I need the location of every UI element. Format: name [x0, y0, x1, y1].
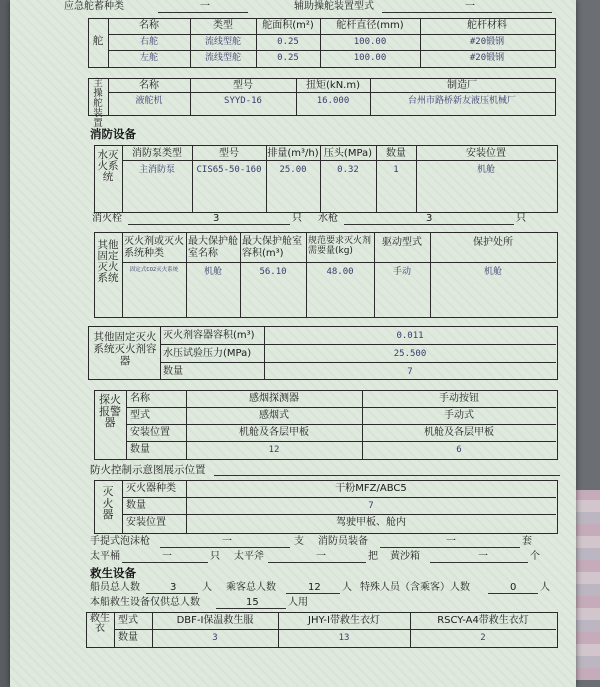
table-cell: 手动式 [444, 410, 474, 421]
special-persons-label: 特殊人员（含乘客）人数 [360, 582, 470, 593]
foam-gun-value: 一 [222, 536, 232, 547]
table-cell: JHY-I带救生衣灯 [308, 615, 380, 626]
extinguisher-value-qty: 7 [368, 501, 374, 511]
table-cell: DBF-I保温救生服 [176, 615, 254, 626]
table-cell: 48.00 [326, 267, 354, 277]
water-header-head: 压头(MPa) [323, 148, 373, 159]
table-cell: 液舵机 [135, 96, 163, 106]
aux-steering-label: 辅助操舵装置型式 [294, 1, 374, 12]
water-header-location: 安装位置 [466, 148, 506, 159]
sand-box-label: 黄沙箱 [390, 551, 420, 562]
steering-header-name: 名称 [139, 80, 159, 91]
fire-bucket-value: 一 [162, 551, 172, 562]
capacity-label: 本船救生设备仅供总人数 [90, 597, 200, 608]
lifejacket-side-label: 救生衣 [90, 613, 110, 634]
table-cell: 12 [268, 445, 280, 455]
table-cell: 13 [338, 633, 350, 643]
fire-axe-value: 一 [316, 551, 326, 562]
nozzle-unit: 只 [516, 213, 526, 224]
emergency-rudder-label: 应急舵蓄种类 [64, 1, 124, 12]
detector-row-label: 型式 [130, 410, 150, 421]
nozzle-label: 水枪 [318, 213, 338, 224]
extinguisher-label-location: 安装位置 [126, 517, 166, 528]
water-header-qty: 数量 [386, 148, 406, 159]
emergency-rudder-value: 一 [200, 1, 210, 12]
container-value-qty: 7 [407, 367, 413, 377]
table-cell: 100.00 [353, 37, 387, 47]
special-persons-value: 0 [510, 582, 517, 593]
fixed-header-required: 规范要求灭火剂需要量(kg) [308, 236, 372, 257]
table-cell: 0.25 [277, 53, 299, 63]
fire-section-title: 消防设备 [90, 127, 136, 141]
table-cell: 右舵 [139, 37, 158, 47]
rudder-header-type: 类型 [213, 20, 233, 31]
capacity-value: 15 [246, 597, 259, 608]
water-header-flow: 排量(m³/h) [267, 148, 319, 159]
water-header-model: 型号 [219, 148, 239, 159]
capacity-unit: 人用 [288, 597, 308, 608]
table-cell: 台州市路桥新友液压机械厂 [407, 96, 516, 106]
fixed-header-protected: 保护处所 [473, 237, 513, 248]
fireman-outfit-label: 消防员装备 [318, 536, 368, 547]
fire-bucket-label: 太平桶 [90, 551, 120, 562]
aux-steering-value: 一 [465, 1, 475, 12]
container-label-pressure: 水压试验压力(MPa) [163, 348, 252, 359]
water-fire-side-label: 水灭火系统 [97, 149, 119, 184]
container-value-pressure: 25.500 [393, 349, 427, 359]
table-cell: 3 [212, 633, 218, 643]
table-cell: 100.00 [353, 53, 387, 63]
fixed-fire-side-label: 其他固定灭火系统 [97, 239, 119, 285]
table-cell: 0.32 [337, 165, 359, 175]
rudder-header-name: 名称 [139, 20, 159, 31]
extinguisher-side-label: 灭火器 [102, 485, 114, 522]
table-cell: 流线型舵 [204, 53, 241, 63]
container-label-volume: 灭火剂容器容积(m³) [163, 330, 255, 341]
detector-header-manual: 手动按钮 [439, 393, 479, 404]
fixed-header-agent: 灭火剂或灭火系统种类 [124, 236, 184, 259]
crew-total-value: 3 [170, 582, 177, 593]
table-cell: 固定式CO2灭火系统 [129, 267, 179, 273]
sand-box-unit: 个 [530, 551, 540, 562]
steering-header-model: 型号 [233, 80, 253, 91]
table-cell: 6 [456, 445, 462, 455]
foam-gun-unit: 支 [294, 536, 304, 547]
rudder-header-material: 舵杆材料 [467, 20, 507, 31]
lifejacket-row-label: 型式 [118, 615, 138, 626]
table-cell: 2 [480, 633, 486, 643]
table-cell: 机舱 [203, 267, 222, 277]
nozzle-value: 3 [426, 213, 433, 224]
table-cell: 左舵 [139, 53, 158, 63]
table-cell: 主消防泵 [138, 165, 175, 175]
table-cell: 感烟式 [259, 410, 289, 421]
fireman-outfit-unit: 套 [522, 536, 532, 547]
table-cell: 机舱 [476, 165, 495, 175]
detector-row-label: 数量 [130, 444, 150, 455]
rudder-side-label: 舵 [92, 35, 104, 47]
special-persons-unit: 人 [540, 582, 550, 593]
fireman-outfit-value: 一 [446, 536, 456, 547]
table-cell: 机舱 [483, 267, 502, 277]
container-side-label: 其他固定灭火系统灭火剂容器 [93, 331, 157, 368]
table-cell: SYYD-16 [224, 96, 262, 106]
fire-bucket-unit: 只 [210, 551, 220, 562]
lifejacket-row-label: 数量 [118, 632, 138, 643]
table-cell: RSCY-A4带救生衣灯 [437, 615, 529, 626]
extinguisher-value-type: 干粉MFZ/ABC5 [335, 483, 407, 494]
passenger-total-value: 12 [308, 582, 321, 593]
container-label-qty: 数量 [163, 366, 183, 377]
passenger-total-label: 乘客总人数 [226, 582, 276, 593]
passenger-total-unit: 人 [342, 582, 352, 593]
table-cell: 机舱及各层甲板 [424, 427, 494, 438]
extinguisher-label-type: 灭火器种类 [126, 483, 176, 494]
lifesaving-section-title: 救生设备 [90, 566, 136, 580]
foam-gun-label: 手提式泡沫枪 [90, 536, 150, 547]
table-cell: 手动 [392, 267, 411, 277]
fire-axe-label: 太平斧 [234, 551, 264, 562]
rudder-header-area: 舵面积(m²) [262, 20, 314, 31]
certificate-page [10, 0, 576, 687]
detector-header-name: 名称 [130, 393, 150, 404]
container-value-volume: 0.011 [396, 331, 424, 341]
detector-header-smoke: 感烟探测器 [249, 393, 299, 404]
table-cell: 0.25 [277, 37, 299, 47]
fixed-header-space: 最大保护舱室名称 [188, 236, 238, 259]
crew-total-label: 船员总人数 [90, 582, 140, 593]
fixed-header-volume: 最大保护舱室容积(m³) [242, 236, 302, 259]
steering-header-torque: 扭矩(kN.m) [306, 80, 360, 91]
table-cell: #20锻钢 [469, 37, 505, 47]
table-cell: 机舱及各层甲板 [239, 427, 309, 438]
water-header-pump: 消防泵类型 [132, 148, 182, 159]
table-cell: 56.10 [259, 267, 287, 277]
steering-side-label: 主操舵装置 [93, 78, 103, 129]
hydrant-label: 消火栓 [92, 213, 122, 224]
fire-axe-unit: 把 [368, 551, 378, 562]
table-cell: 25.00 [279, 165, 307, 175]
control-plan-label: 防火控制示意图展示位置 [90, 464, 206, 476]
table-cell: CIS65-50-160 [196, 165, 262, 175]
hydrant-unit: 只 [292, 213, 302, 224]
table-cell: 16.000 [316, 96, 350, 106]
hydrant-value: 3 [213, 213, 220, 224]
detector-side-label: 探火报警器 [99, 393, 121, 430]
extinguisher-value-location: 驾驶甲板、舱内 [336, 517, 406, 528]
rudder-header-diameter: 舵杆直径(mm) [336, 20, 404, 31]
crew-total-unit: 人 [202, 582, 212, 593]
extinguisher-label-qty: 数量 [126, 500, 146, 511]
table-cell: #20锻钢 [469, 53, 505, 63]
fixed-header-drive: 驱动型式 [382, 237, 422, 248]
table-cell: 流线型舵 [204, 37, 241, 47]
table-cell: 1 [393, 165, 399, 175]
sand-box-value: 一 [478, 551, 488, 562]
steering-header-maker: 制造厂 [447, 80, 477, 91]
detector-row-label: 安装位置 [130, 427, 170, 438]
